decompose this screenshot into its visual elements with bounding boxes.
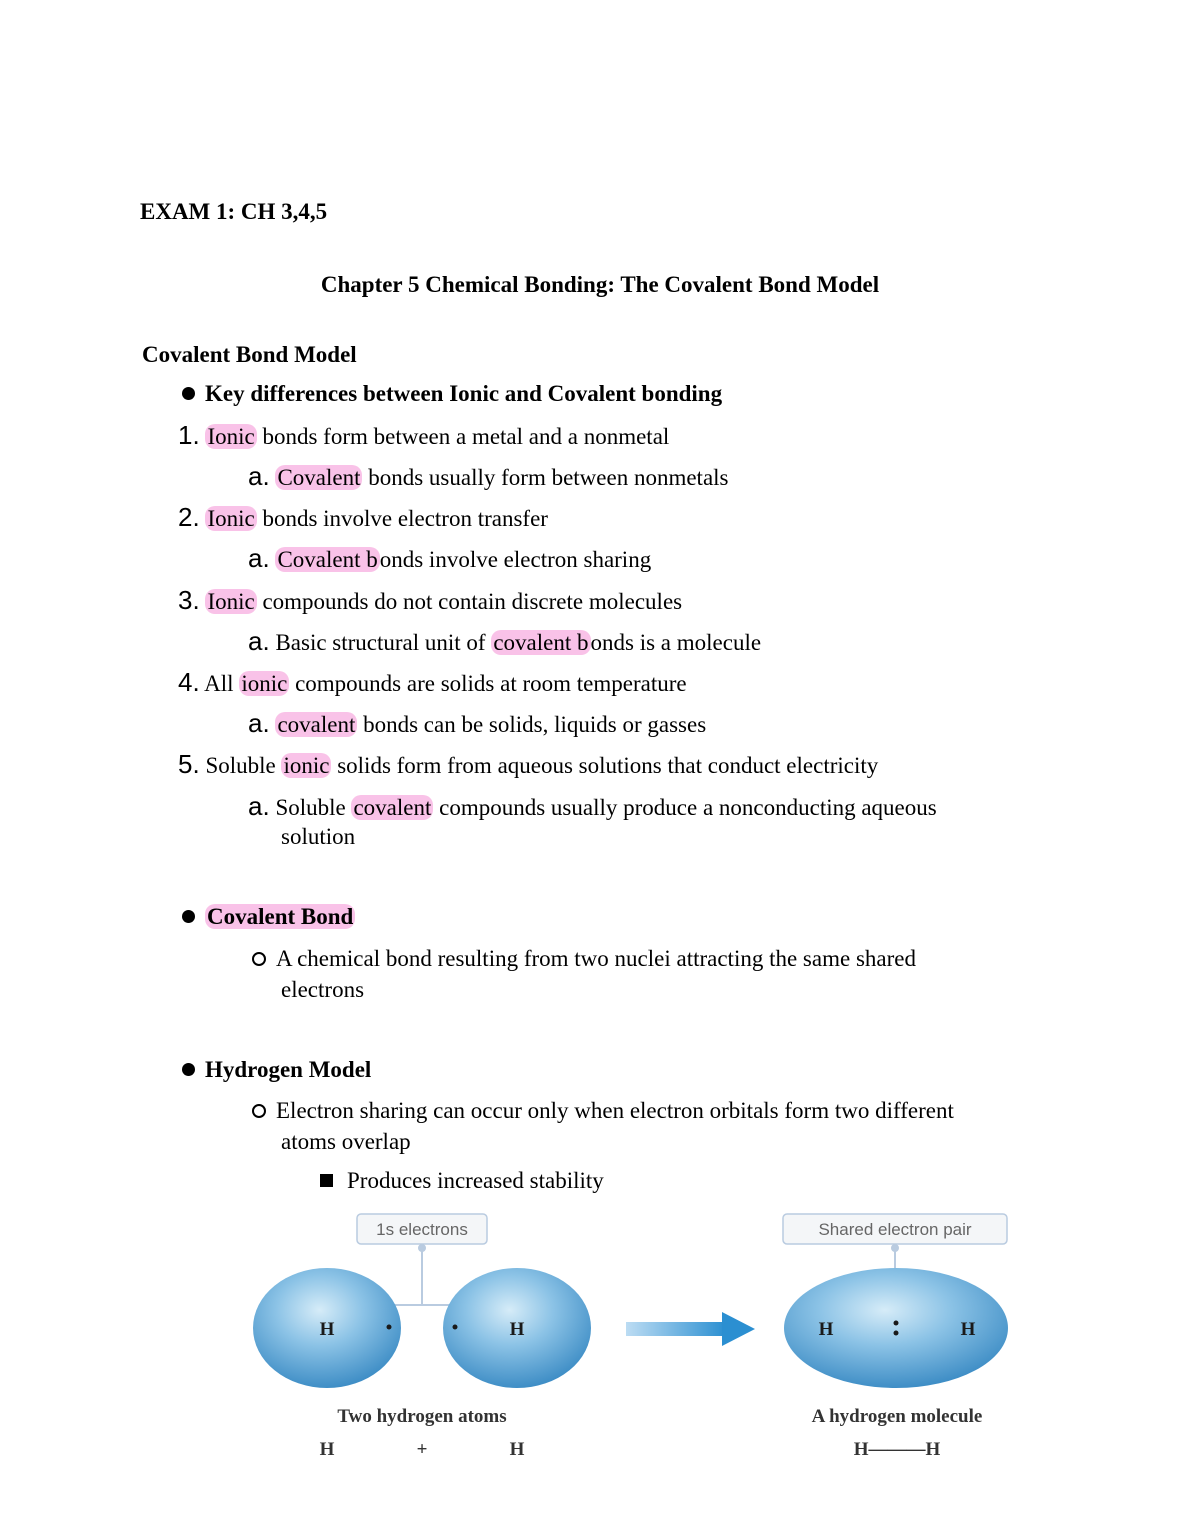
list-item: 5. Soluble ionic solids form from aqueous solutions that conduct electricity [178,749,879,779]
equation-plus: + [416,1439,428,1460]
svg-text:H: H [319,1319,335,1340]
list-subitem: a. Covalent bonds usually form between nonmetals [248,461,729,491]
caption-hydrogen-molecule: A hydrogen molecule [811,1406,983,1427]
list-subitem: a. Basic structural unit of covalent bonds is a molecule [248,626,762,656]
covalent-bond-definition: A chemical bond resulting from two nuclei attracting the same shared [252,944,916,974]
list-item: 4. All ionic compounds are solids at room temperature [178,667,687,697]
caption-two-hydrogen-atoms: Two hydrogen atoms [337,1406,507,1427]
list-subitem-continuation: solution [281,824,356,849]
hydrogen-model-point-cont: atoms overlap [281,1129,411,1154]
svg-text:H: H [509,1319,525,1340]
equation-h2: H———H [853,1439,941,1460]
hydrogen-model-heading: Hydrogen Model [182,1055,371,1085]
bullet-dot-icon [182,1063,195,1076]
svg-text:1s electrons: 1s electrons [376,1220,468,1239]
hydrogen-model-subpoint: Produces increased stability [320,1166,604,1196]
list-subitem: a. Soluble covalent compounds usually produce a nonconducting aqueous [248,791,937,821]
exam-title: EXAM 1: CH 3,4,5 [140,199,328,224]
svg-text:H: H [960,1319,976,1340]
chapter-title: Chapter 5 Chemical Bonding: The Covalent Bond Model [320,272,880,297]
covalent-bond-heading: Covalent Bond [182,902,355,932]
equation-h-left: H [319,1439,335,1460]
list-subitem: a. Covalent bonds involve electron sharing [248,543,652,573]
covalent-bond-definition-cont: electrons [281,977,365,1002]
svg-text:Shared electron pair: Shared electron pair [818,1220,972,1239]
hydrogen-atom-left [253,1268,401,1388]
hydrogen-molecule [784,1268,1008,1388]
bullet-ring-icon [252,952,266,966]
list-item: 2. Ionic bonds involve electron transfer [178,502,548,532]
bullet-ring-icon [252,1104,266,1118]
reaction-arrow-icon [626,1312,755,1346]
list-item: 3. Ionic compounds do not contain discrete molecules [178,585,683,615]
hydrogen-atom-right [443,1268,591,1388]
key-differences-heading: Key differences between Ionic and Covalent bonding [182,379,722,409]
bullet-square-icon [320,1174,333,1187]
section-title: Covalent Bond Model [142,342,357,367]
list-subitem: a. covalent bonds can be solids, liquids or gasses [248,708,707,738]
hydrogen-bond-figure [0,1200,1200,1480]
bullet-dot-icon [182,910,195,923]
list-item: 1. Ionic bonds form between a metal and a nonmetal [178,420,670,450]
hydrogen-model-point: Electron sharing can occur only when electron orbitals form two different [252,1096,954,1126]
equation-h-right: H [509,1439,525,1460]
svg-text:H: H [818,1319,834,1340]
bullet-dot-icon [182,387,195,400]
